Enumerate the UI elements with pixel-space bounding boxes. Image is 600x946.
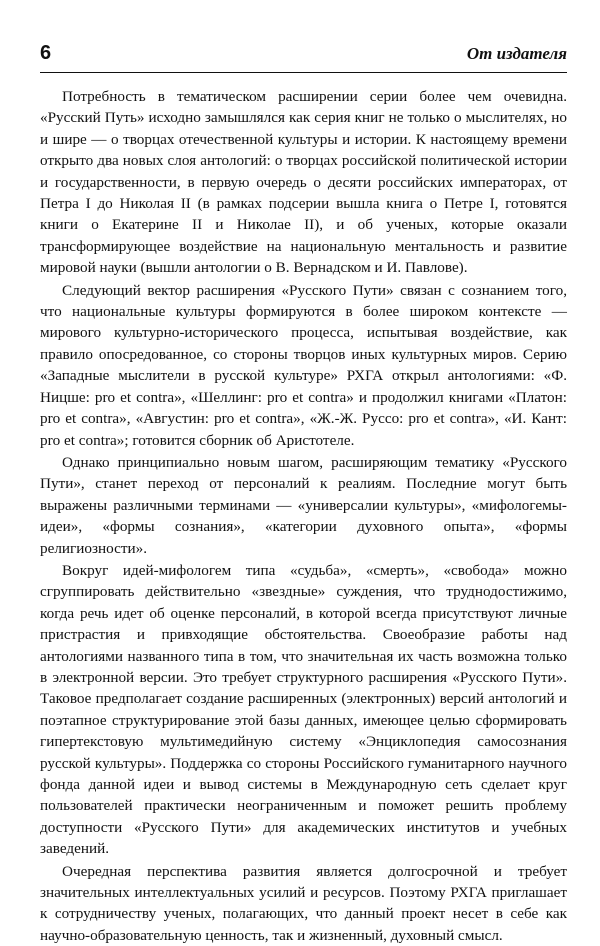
page-header xyxy=(40,38,567,73)
running-title: От издателя xyxy=(466,44,567,63)
paragraph: Потребность в тематическом расширении серии более чем очевидна. «Русский Путь» исходно замышлялся как серия книг не только о мыслителях, но и шире — о творцах отечественной культуры и истории. К настоящему времени открыто два новых слоя антологий: о творцах российской политической истории и государственности, в первую очередь о десяти российских императорах, от Петра I до Николая II (в рамках подсерии вышла книга о Петре I, готовятся книги о Екатерине II и Николае II), и об ученых, которые оказали трансформирующее воздействие на национальную ментальность и развитие мировой науки (вышли антологии о В. Вернадском и И. Павлове). xyxy=(40,88,567,277)
paragraph: Вокруг идей-мифологем типа «судьба», «смерть», «свобода» можно сгруппировать действительно «звездные» суждения, что труднодостижимо, когда речь идет об оценке персоналий, в которой всегда присутствуют личные пристрастия и привходящие обстоятельства. Своеобразие работы над антологиями названного типа в том, что значительная их часть возможна только в электронной версии. Это требует структурного расширения «Русского Пути». Таковое предполагает создание расширенных (электронных) версий антологий и поэтапное структурирование этой базы данных, имеющее целью сформировать гипертекстовую мультимедийную систему «Энциклопедия самосознания русской культуры». Поддержка со стороны Российского гуманитарного научного фонда данной идеи и вывод системы в Международную сеть сделает круг пользователей практически неограниченным и поможет решить проблему доступности «Русского Пути» для академических институтов и учебных заведений. xyxy=(40,561,567,858)
page-number: 6 xyxy=(40,42,52,64)
paragraph: Однако принципиально новым шагом, расширяющим тематику «Русского Пути», станет переход от персоналий к реалиям. Последние могут быть выражены различными терминами — «универсалии культуры», «мифологемы-идеи», «формы сознания», «категории духовного опыта», «формы религиозности». xyxy=(40,453,567,557)
paragraph: Следующий вектор расширения «Русского Пути» связан с сознанием того, что национальные культуры формируются в более широком контексте — мирового культурно-исторического процесса, испытывая воздействие, как правило опосредованное, со стороны творцов иных культурных миров. Серию «Западные мыслители в русской культуре» РХГА открыл антологиями: «Ф. Ницше: pro et contra», «Шеллинг: pro et contra» и продолжил книгами «Платон: pro et contra», «Августин: pro et contra», «Ж.-Ж. Руссо: pro et contra», «И. Кант: pro et contra»; готовится сборник об Аристотеле. xyxy=(40,281,567,449)
body-text xyxy=(40,86,567,946)
paragraph: Очередная перспектива развития является долгосрочной и требует значительных интеллектуальных усилий и ресурсов. Поэтому РХГА приглашает к сотрудничеству ученых, полагающих, что данный проект несет в себе как научно-образовательную ценность, так и жизненный, духовный смысл. xyxy=(40,862,567,944)
